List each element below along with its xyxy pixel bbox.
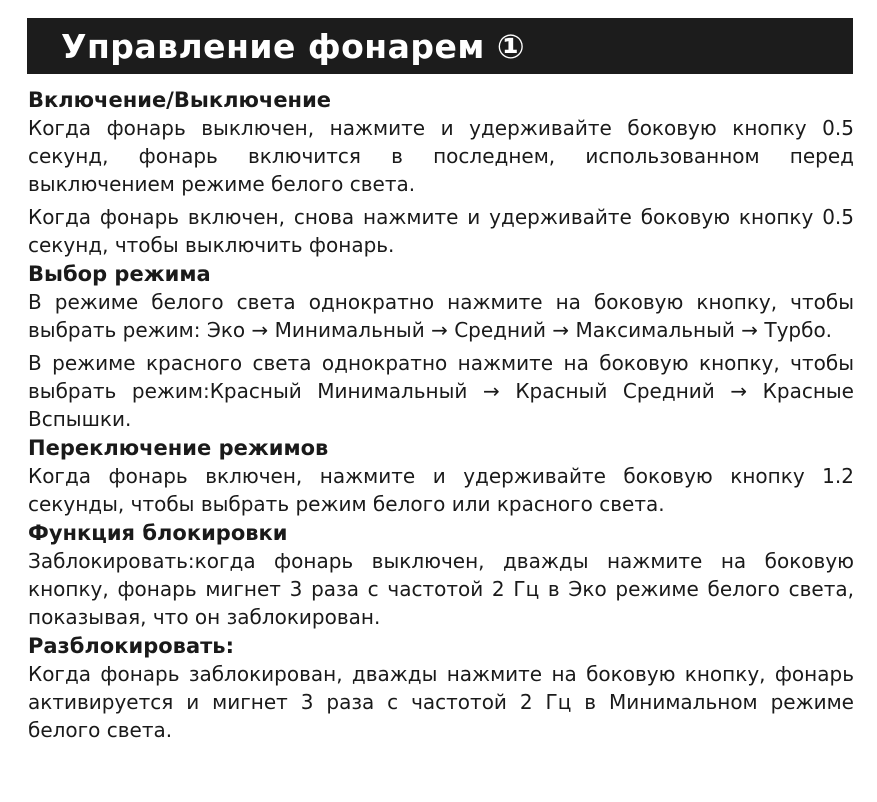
section-heading: Функция блокировки	[28, 521, 288, 545]
section-paragraph: В режиме красного света однократно нажмите на боковую кнопку, чтобы выбрать режим:Красный Минимальный → Красный Средний → Красные Вспышки.	[28, 351, 854, 431]
section-paragraph: Когда фонарь заблокирован, дважды нажмите на боковую кнопку, фонарь активируется и мигнет 3 раза с частотой 2 Гц в Минимальном режиме белого света.	[28, 662, 854, 742]
section-heading: Выбор режима	[28, 262, 211, 286]
section-mode-switch	[28, 434, 854, 518]
section-mode-select	[28, 260, 854, 433]
section-unlock	[28, 632, 854, 744]
section-lock	[28, 519, 854, 631]
section-paragraph: Когда фонарь выключен, нажмите и удерживайте боковую кнопку 0.5 секунд, фонарь включится в последнем, использованном перед выключением режиме белого света.	[28, 116, 854, 196]
instructions-body	[28, 86, 854, 745]
section-heading: Переключение режимов	[28, 436, 329, 460]
title-banner	[27, 18, 853, 74]
section-heading: Разблокировать:	[28, 634, 234, 658]
page-title: Управление фонарем ①	[61, 26, 526, 66]
section-paragraph: Когда фонарь включен, снова нажмите и удерживайте боковую кнопку 0.5 секунд, чтобы выключить фонарь.	[28, 205, 854, 257]
section-paragraph: В режиме белого света однократно нажмите на боковую кнопку, чтобы выбрать режим: Эко → Минимальный → Средний → Максимальный → Турбо.	[28, 290, 854, 342]
section-paragraph: Когда фонарь включен, нажмите и удерживайте боковую кнопку 1.2 секунды, чтобы выбрать режим белого или красного света.	[28, 464, 854, 516]
section-paragraph: Заблокировать:когда фонарь выключен, дважды нажмите на боковую кнопку, фонарь мигнет 3 раза с частотой 2 Гц в Эко режиме белого света, показывая, что он заблокирован.	[28, 549, 854, 629]
section-power	[28, 86, 854, 259]
section-heading: Включение/Выключение	[28, 88, 332, 112]
